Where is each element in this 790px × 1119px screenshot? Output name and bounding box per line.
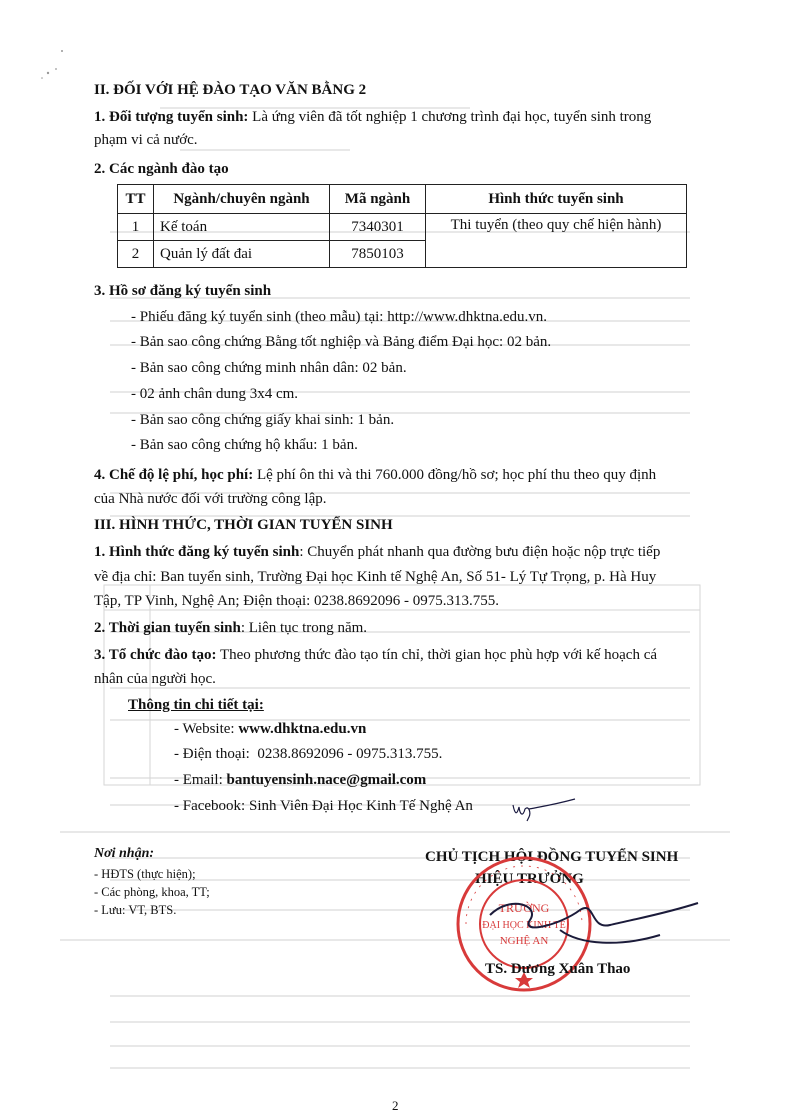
recipients-heading: Nơi nhận: [94,846,155,861]
training-organization-continued: nhân của người học. [94,671,216,687]
website-link[interactable]: www.dhktna.edu.vn [238,721,367,737]
document-item: - 02 ảnh chân dung 3x4 cm. [131,386,299,402]
table-header-row [118,185,687,214]
majors-table [117,184,687,268]
recipient-item: - Các phòng, khoa, TT; [94,885,210,899]
target-candidates-paragraph: 1. Đối tượng tuyển sinh: Là ứng viên đã tốt nghiệp 1 chương trình đại học, tuyển sinh trong [94,109,652,125]
row-tt: 1 [118,214,154,241]
contact-facebook: - Facebook: Sinh Viên Đại Học Kinh Tế Nghệ An [174,798,473,814]
seal-text-line-3: NGHỆ AN [499,935,549,947]
registration-phone-line: Tập, TP Vinh, Nghệ An; Điện thoại: 0238.8692096 - 0975.313.755. [94,593,500,609]
page-number: 2 [392,1098,399,1113]
contact-phone: - Điện thoại: 0238.8692096 - 0975.313.755. [174,746,443,762]
signer-title: CHỦ TỊCH HỘI ĐỒNG TUYỂN SINH [425,849,679,865]
handwritten-signature [470,885,710,960]
table-row [118,214,687,241]
initials-scribble [505,795,585,825]
row-code: 7340301 [330,214,426,241]
seal-text-line-2: ĐẠI HỌC KINH TẾ [482,920,566,931]
fees-paragraph: 4. Chế độ lệ phí, học phí: Lệ phí ôn thi và thi 760.000 đồng/hồ sơ; học phí thu theo quy định [94,467,657,483]
admission-time-paragraph: 2. Thời gian tuyển sinh: Liên tục trong năm. [94,620,368,636]
document-item: - Phiếu đăng ký tuyển sinh (theo mẫu) tại: http://www.dhktna.edu.vn. [131,309,548,325]
registration-method-label: 1. Hình thức đăng ký tuyển sinh [94,544,300,560]
target-candidates-continued: phạm vi cả nước. [94,132,198,148]
fees-label: 4. Chế độ lệ phí, học phí: [94,467,254,483]
facebook-link[interactable]: Sinh Viên Đại Học Kinh Tế Nghệ An [248,798,473,814]
row-major: Quản lý đất đai [154,241,330,268]
document-item: - Bản sao công chứng minh nhân dân: 02 bản. [131,360,407,376]
contact-website: - Website: www.dhktna.edu.vn [174,721,367,737]
email-link[interactable]: bantuyensinh.nace@gmail.com [226,772,427,788]
row-tt: 2 [118,241,154,268]
registration-address-line: về địa chỉ: Ban tuyển sinh, Trường Đại học Kinh tế Nghệ An, Số 51- Lý Tự Trọng, p. Hà Huy [94,569,657,585]
signer-name: TS. Dương Xuân Thao [485,961,631,977]
document-item: - Bản sao công chứng giấy khai sinh: 1 bản. [131,412,395,428]
majors-heading: 2. Các ngành đào tạo [94,161,229,177]
recipient-item: - HĐTS (thực hiện); [94,867,196,881]
row-major: Kế toán [154,214,330,241]
header-major: Ngành/chuyên ngành [154,185,330,214]
header-admission-form: Hình thức tuyển sinh [426,185,687,214]
signer-position: HIỆU TRƯỞNG [475,871,584,887]
admission-form-cell: Thi tuyển (theo quy chế hiện hành) [426,214,687,268]
header-code: Mã ngành [330,185,426,214]
fees-continued: của Nhà nước đối với trường công lập. [94,491,327,507]
training-organization-label: 3. Tổ chức đào tạo: [94,647,217,663]
admission-time-label: 2. Thời gian tuyển sinh [94,620,241,636]
seal-text-line-1: TRƯỜNG [498,901,550,915]
document-item: - Bản sao công chứng Bằng tốt nghiệp và Bảng điểm Đại học: 02 bản. [131,334,552,350]
target-candidates-label: 1. Đối tượng tuyển sinh: [94,109,249,125]
training-organization-paragraph: 3. Tổ chức đào tạo: Theo phương thức đào tạo tín chỉ, thời gian học phù hợp với kế hoạch cá [94,647,658,663]
section-3-heading: III. HÌNH THỨC, THỜI GIAN TUYỂN SINH [94,517,393,533]
registration-method-paragraph: 1. Hình thức đăng ký tuyển sinh: Chuyển phát nhanh qua đường bưu điện hoặc nộp trực tiếp [94,544,661,560]
header-tt: TT [118,185,154,214]
document-item: - Bản sao công chứng hộ khẩu: 1 bản. [131,437,358,453]
recipient-item: - Lưu: VT, BTS. [94,903,177,917]
contact-email: - Email: bantuyensinh.nace@gmail.com [174,772,427,788]
row-code: 7850103 [330,241,426,268]
section-2-heading: II. ĐỐI VỚI HỆ ĐÀO TẠO VĂN BẰNG 2 [94,82,367,98]
application-documents-heading: 3. Hồ sơ đăng ký tuyển sinh [94,283,272,299]
contact-heading: Thông tin chi tiết tại: [128,697,264,713]
